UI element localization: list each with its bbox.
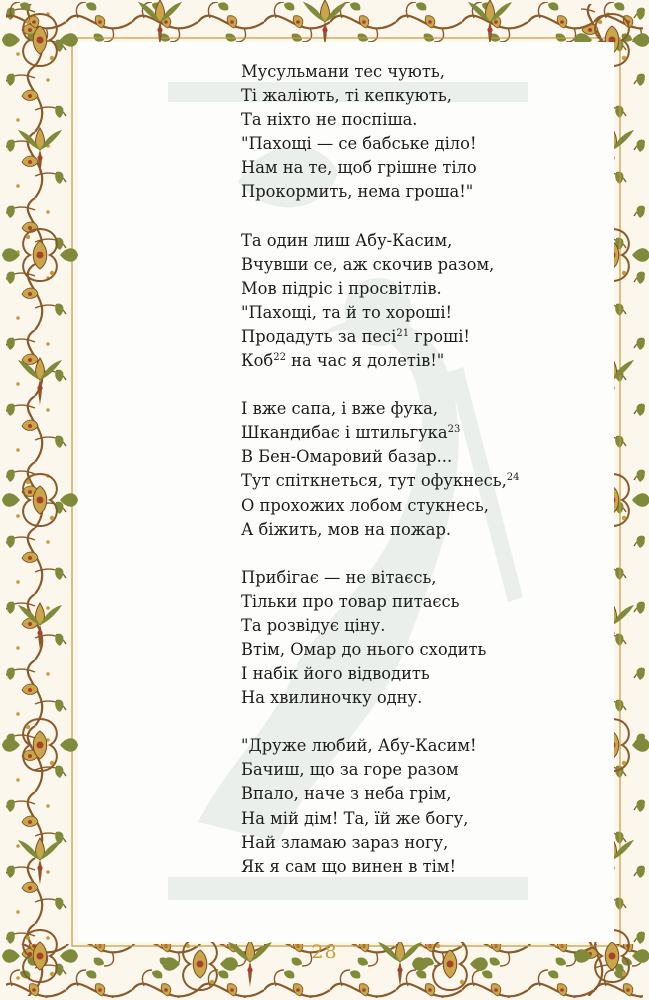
line-text: Втім, Омар до нього сходить — [241, 639, 487, 659]
poem-line — [241, 662, 541, 686]
footnote-marker: 24 — [506, 472, 520, 484]
poem-line — [241, 734, 541, 758]
poem-line — [241, 686, 541, 710]
poem-stanza — [241, 566, 541, 711]
line-text: "Друже любий, Абу-Касим! — [241, 736, 477, 756]
poem-line — [241, 590, 541, 614]
poem-stanza — [241, 60, 541, 205]
line-text: Тут спіткнеться, тут офукнесь, — [241, 471, 507, 491]
line-text: А біжить, мов на пожар. — [241, 519, 452, 539]
line-text: На хвилиночку одну. — [241, 688, 423, 708]
line-text: Та ніхто не поспіша. — [241, 110, 418, 130]
line-text: Мусульмани тес чують, — [241, 62, 445, 81]
line-text: Та один лиш Абу-Касим, — [241, 230, 453, 250]
line-text: Прибігає — не вітаєсь, — [241, 567, 437, 587]
page-number: 28 — [311, 941, 338, 963]
line-text: В Бен-Омаровий базар... — [241, 447, 453, 467]
line-text: Коб — [241, 351, 274, 371]
line-text: На мій дім! Та, їй же богу, — [241, 808, 469, 828]
poem-line — [241, 421, 541, 445]
line-text: Впало, наче з неба грім, — [241, 784, 452, 804]
poem-text — [241, 60, 541, 903]
poem-line — [241, 301, 541, 325]
poem-line — [241, 253, 541, 277]
poem-line — [241, 638, 541, 662]
poem-line — [241, 807, 541, 831]
line-text: Продадуть за песі — [241, 326, 397, 346]
line-text: Тільки про товар питаєсь — [241, 591, 460, 611]
poem-line — [241, 108, 541, 132]
poem-line — [241, 325, 541, 349]
footnote-marker: 23 — [447, 424, 461, 436]
poem-line — [241, 494, 541, 518]
poem-line — [241, 469, 541, 493]
poem-line — [241, 156, 541, 180]
poem-stanza — [241, 397, 541, 542]
line-text: Мов підріс і просвітлів. — [241, 278, 442, 298]
poem-line — [241, 831, 541, 855]
poem-line — [241, 614, 541, 638]
line-text: Та розвідує ціну. — [241, 615, 386, 635]
line-text: Як я сам що винен в тім! — [241, 856, 457, 876]
line-text: І набік його відводить — [241, 664, 430, 684]
poem-line — [241, 518, 541, 542]
line-text: Нам на те, щоб грішне тіло — [241, 158, 477, 178]
footnote-marker: 22 — [273, 352, 286, 364]
poem-line — [241, 758, 541, 782]
poem-line — [241, 566, 541, 590]
poem-line — [241, 349, 541, 373]
line-text: Ті жаліють, ті кепкують, — [241, 86, 452, 106]
line-text: І вже сапа, і вже фука, — [241, 399, 439, 419]
line-text: Най зламаю зараз ногу, — [241, 832, 449, 852]
poem-line — [241, 180, 541, 204]
poem-line — [241, 277, 541, 301]
line-text: Вчувши се, аж скочив разом, — [241, 254, 495, 274]
poem-line — [241, 855, 541, 879]
line-text: "Пахощі — се бабське діло! — [241, 134, 477, 154]
line-text: "Пахощі, та й то хороші! — [241, 302, 453, 322]
poem-line — [241, 445, 541, 469]
footnote-marker: 21 — [396, 327, 410, 339]
poem-line — [241, 84, 541, 108]
poem-line — [241, 60, 541, 84]
line-text: Шкандибає і штильгука — [241, 423, 448, 443]
poem-line — [241, 229, 541, 253]
poem-stanza — [241, 734, 541, 879]
poem-line — [241, 397, 541, 421]
line-text: на час я долетів!" — [285, 351, 445, 371]
poem-stanza — [241, 229, 541, 374]
poem-line — [241, 782, 541, 806]
line-text: О прохожих лобом стукнесь, — [241, 495, 489, 515]
line-text: Прокормить, нема гроша!" — [241, 182, 474, 202]
line-text: гроші! — [409, 326, 470, 346]
line-text: Бачиш, що за горе разом — [241, 760, 459, 780]
poem-line — [241, 132, 541, 156]
